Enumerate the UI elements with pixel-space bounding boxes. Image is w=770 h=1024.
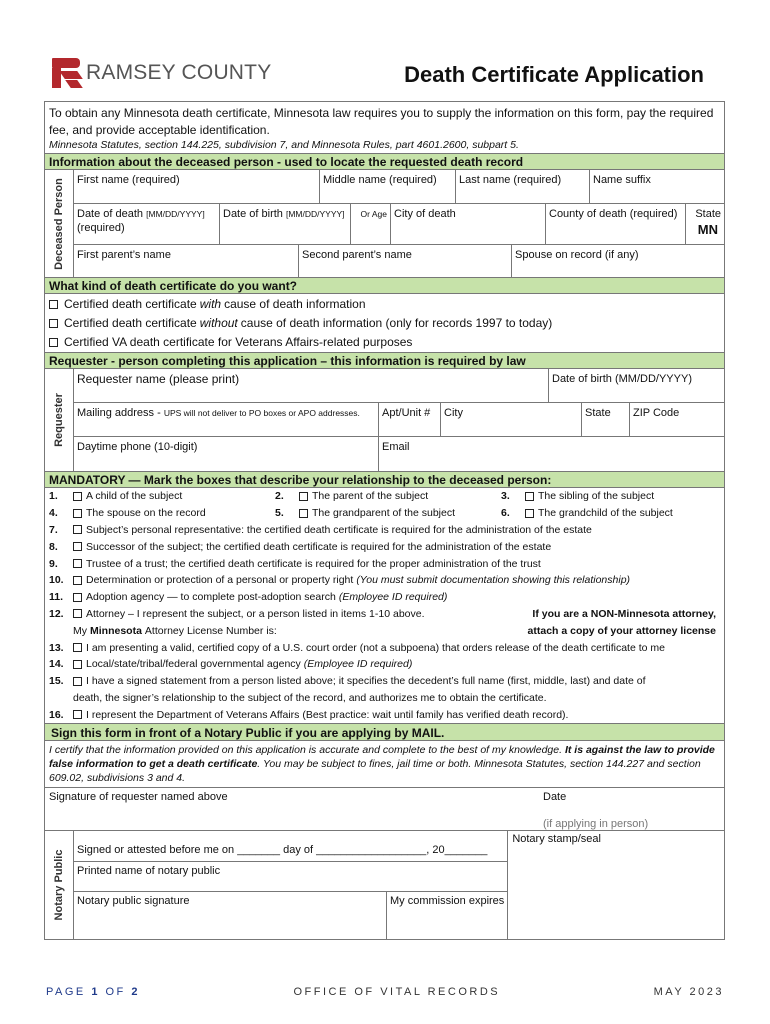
relationship-item-10[interactable]: 10. Determination or protection of a personal or property right (You must submit documentation showing this relationship) <box>49 574 631 587</box>
relationship-item-15-cont: death, the signer’s relationship to the subject of the record, and authorizes me to obtain the certificate. <box>73 691 547 704</box>
checkbox[interactable] <box>49 338 58 347</box>
state-value: MN <box>697 222 718 237</box>
deceased-section <box>45 170 724 277</box>
checkbox[interactable] <box>73 677 82 686</box>
requester-name-field[interactable]: Requester name (please print) <box>74 369 549 402</box>
relationship-grandchild: The grandchild of the subject <box>538 507 673 520</box>
email-field[interactable]: Email <box>382 441 410 453</box>
checkbox[interactable] <box>299 492 308 501</box>
attested-line[interactable]: Signed or attested before me on _______ day of __________________, 20_______ <box>74 831 507 862</box>
spouse-field[interactable]: Spouse on record (if any) <box>515 249 639 261</box>
checkbox[interactable] <box>525 509 534 518</box>
notary-printed-name-field[interactable]: Printed name of notary public <box>74 862 507 892</box>
name-suffix-field[interactable]: Name suffix <box>593 174 651 186</box>
relationship-item-7[interactable]: 7. Subject’s personal representative: the certified death certificate is required for the administration of the estate <box>49 523 592 536</box>
mailing-address-field[interactable]: Mailing address - UPS will not deliver to PO boxes or APO addresses. <box>74 403 379 436</box>
requester-section <box>45 369 724 471</box>
without-cause-option[interactable]: Certified death certificate without cause of death information (only for records 1997 to today) <box>45 314 724 333</box>
apt-unit-field[interactable]: Apt/Unit # <box>379 403 441 436</box>
daytime-phone-field[interactable]: Daytime phone (10-digit) <box>74 437 379 471</box>
mandatory-section-heading: MANDATORY — Mark the boxes that describe your relationship to the deceased person: <box>45 471 724 488</box>
deceased-section-heading: Information about the deceased person - used to locate the requested death record <box>45 153 724 170</box>
relationship-sibling: The sibling of the subject <box>538 490 655 503</box>
date-of-death-field[interactable]: Date of death [MM/DD/YYYY] (required) <box>74 204 220 244</box>
requester-signature-field[interactable]: Signature of requester named above <box>49 791 228 804</box>
city-of-death-field[interactable]: City of death <box>391 204 546 244</box>
ramsey-county-logo <box>52 58 271 88</box>
relationship-item-8[interactable]: 8. Successor of the subject; the certified death certificate is required for the administration of the estate <box>49 540 552 553</box>
signature-date-field[interactable]: Date (if applying in person) <box>543 788 724 830</box>
sign-section-heading: Sign this form in front of a Notary Public if you are applying by MAIL. <box>45 723 724 741</box>
state-field[interactable]: State MN <box>686 204 724 244</box>
checkbox[interactable] <box>73 542 82 551</box>
deceased-side-label: Deceased Person <box>45 170 74 277</box>
relationship-item-11[interactable]: 11. Adoption agency — to complete post-adoption search (Employee ID required) <box>49 591 448 604</box>
middle-name-field[interactable]: Middle name (required) <box>320 170 456 203</box>
relationship-item-12[interactable]: 12. Attorney – I represent the subject, or a person listed in items 1-10 above. If you are a NON-Minnesota attorney, <box>49 607 716 620</box>
first-parent-field[interactable]: First parent’s name <box>74 245 299 277</box>
checkbox[interactable] <box>49 300 58 309</box>
checkbox[interactable] <box>73 525 82 534</box>
relationship-grandparent: The grandparent of the subject <box>312 507 456 520</box>
logo-mark-icon <box>52 58 80 88</box>
checkbox[interactable] <box>73 609 82 618</box>
attorney-license-line: My Minnesota Attorney License Number is: attach a copy of your attorney license <box>73 624 716 637</box>
checkbox[interactable] <box>49 319 58 328</box>
checkbox[interactable] <box>73 509 82 518</box>
notary-signature-field[interactable]: Notary public signature <box>74 892 387 939</box>
date-of-birth-field[interactable]: Date of birth [MM/DD/YYYY] <box>220 204 351 244</box>
relationship-list: 1. A child of the subject 2. The parent of the subject 3. The sibling of the subject 4. The spouse on the record 5. The grandparent of the subject 6. The grandchild of the subject 7. Subject’s personal representative: the certified death certificate is required for the administration of the estate 8. Successor of the subject; the certified death certificate is required for the administration of the estate 9. Trustee of a trust; the certified death certificate is required for the proper administration of the trust 10. Determination or protection of a personal or property right (You must submit documentation showing this relationship) 11. Adoption agency — to complete post-adoption search (Employee ID required) 12. Attorney – I represent the subject, or a person listed in items 1-10 above. If you are a NON-Minnesota attorney, My Minnesota Attorney License Number is: attach a copy of your attorney license 13. I am presenting a valid, certified copy of a U.S. court order (not a subpoena) that orders release of the death certificate to me 14. Local/state/tribal/federal governmental agency (Employee ID required) 15. I have a signed statement from a person listed above; it specifies the decedent’s full name (first, middle, last) and date of death, the signer’s relationship to the subject of the record, and authorizes me to obtain the certificate. 16. I represent the Department of Veterans Affairs (Best practice: wait until family has verified death record). <box>45 488 724 723</box>
checkbox[interactable] <box>73 492 82 501</box>
notary-section <box>45 831 724 939</box>
relationship-item-15[interactable]: 15. I have a signed statement from a person listed above; it specifies the decedent’s full name (first, middle, last) and date of <box>49 675 646 688</box>
checkbox[interactable] <box>299 509 308 518</box>
notary-side-label: Notary Public <box>45 831 74 939</box>
office-name: OFFICE OF VITAL RECORDS <box>293 986 501 998</box>
checkbox[interactable] <box>73 559 82 568</box>
checkbox[interactable] <box>73 643 82 652</box>
requester-dob-field[interactable]: Date of birth (MM/DD/YYYY) <box>552 373 692 385</box>
relationship-parent: The parent of the subject <box>312 490 429 503</box>
va-certificate-option[interactable]: Certified VA death certificate for Veterans Affairs-related purposes <box>45 333 724 352</box>
commission-expires-field[interactable]: My commission expires <box>390 895 505 908</box>
requester-city-field[interactable]: City <box>441 403 582 436</box>
relationship-child: A child of the subject <box>86 490 183 503</box>
relationship-item-13[interactable]: 13. I am presenting a valid, certified copy of a U.S. court order (not a subpoena) that orders release of the death certificate to me <box>49 641 665 654</box>
page-number: PAGE 1 OF 2 <box>46 986 140 998</box>
county-of-death-field[interactable]: County of death (required) <box>546 204 686 244</box>
checkbox[interactable] <box>73 593 82 602</box>
page-title: Death Certificate Application <box>404 62 704 87</box>
application-form <box>44 101 725 940</box>
age-field[interactable]: Or Age <box>351 204 391 244</box>
page-footer <box>46 986 724 998</box>
form-date: MAY 2023 <box>653 986 724 998</box>
requester-side-label: Requester <box>45 369 74 471</box>
with-cause-option[interactable]: Certified death certificate with cause of death information <box>45 295 724 314</box>
first-name-field[interactable]: First name (required) <box>74 170 320 203</box>
requester-state-field[interactable]: State <box>582 403 630 436</box>
checkbox[interactable] <box>73 576 82 585</box>
requester-section-heading: Requester - person completing this application – this information is required by law <box>45 352 724 369</box>
kind-section-heading: What kind of death certificate do you want? <box>45 277 724 294</box>
last-name-field[interactable]: Last name (required) <box>456 170 590 203</box>
checkbox[interactable] <box>73 710 82 719</box>
checkbox[interactable] <box>525 492 534 501</box>
intro-text: To obtain any Minnesota death certificate, Minnesota law requires you to supply the information on this form, pay the required fee, and provide acceptable identification. <box>49 106 714 137</box>
relationship-spouse: The spouse on the record <box>86 507 206 520</box>
relationship-item-14[interactable]: 14. Local/state/tribal/federal governmental agency (Employee ID required) <box>49 658 413 671</box>
logo-text: RAMSEY COUNTY <box>86 61 272 84</box>
statute-citation: Minnesota Statutes, section 144.225, subdivision 7, and Minnesota Rules, part 4601.2600, subpart 5. <box>49 139 519 151</box>
checkbox[interactable] <box>73 660 82 669</box>
zip-code-field[interactable]: ZIP Code <box>633 407 680 419</box>
if-applying-note: (if applying in person) <box>543 818 649 831</box>
second-parent-field[interactable]: Second parent’s name <box>299 245 512 277</box>
relationship-item-16[interactable]: 16. I represent the Department of Veterans Affairs (Best practice: wait until family has verified death record). <box>49 708 569 721</box>
notary-stamp-area: Notary stamp/seal <box>507 831 679 939</box>
certification-text: I certify that the information provided on this application is accurate and complete to the best of my knowledge. It is against the law to provide false information to get a death certificate. You may be subject to fines, jail time or both. Minnesota Statutes, section 144.227 and section 609.02, subdivisions 3 and 4. <box>45 741 724 788</box>
relationship-item-9[interactable]: 9. Trustee of a trust; the certified death certificate is required for the proper administration of the trust <box>49 557 541 570</box>
